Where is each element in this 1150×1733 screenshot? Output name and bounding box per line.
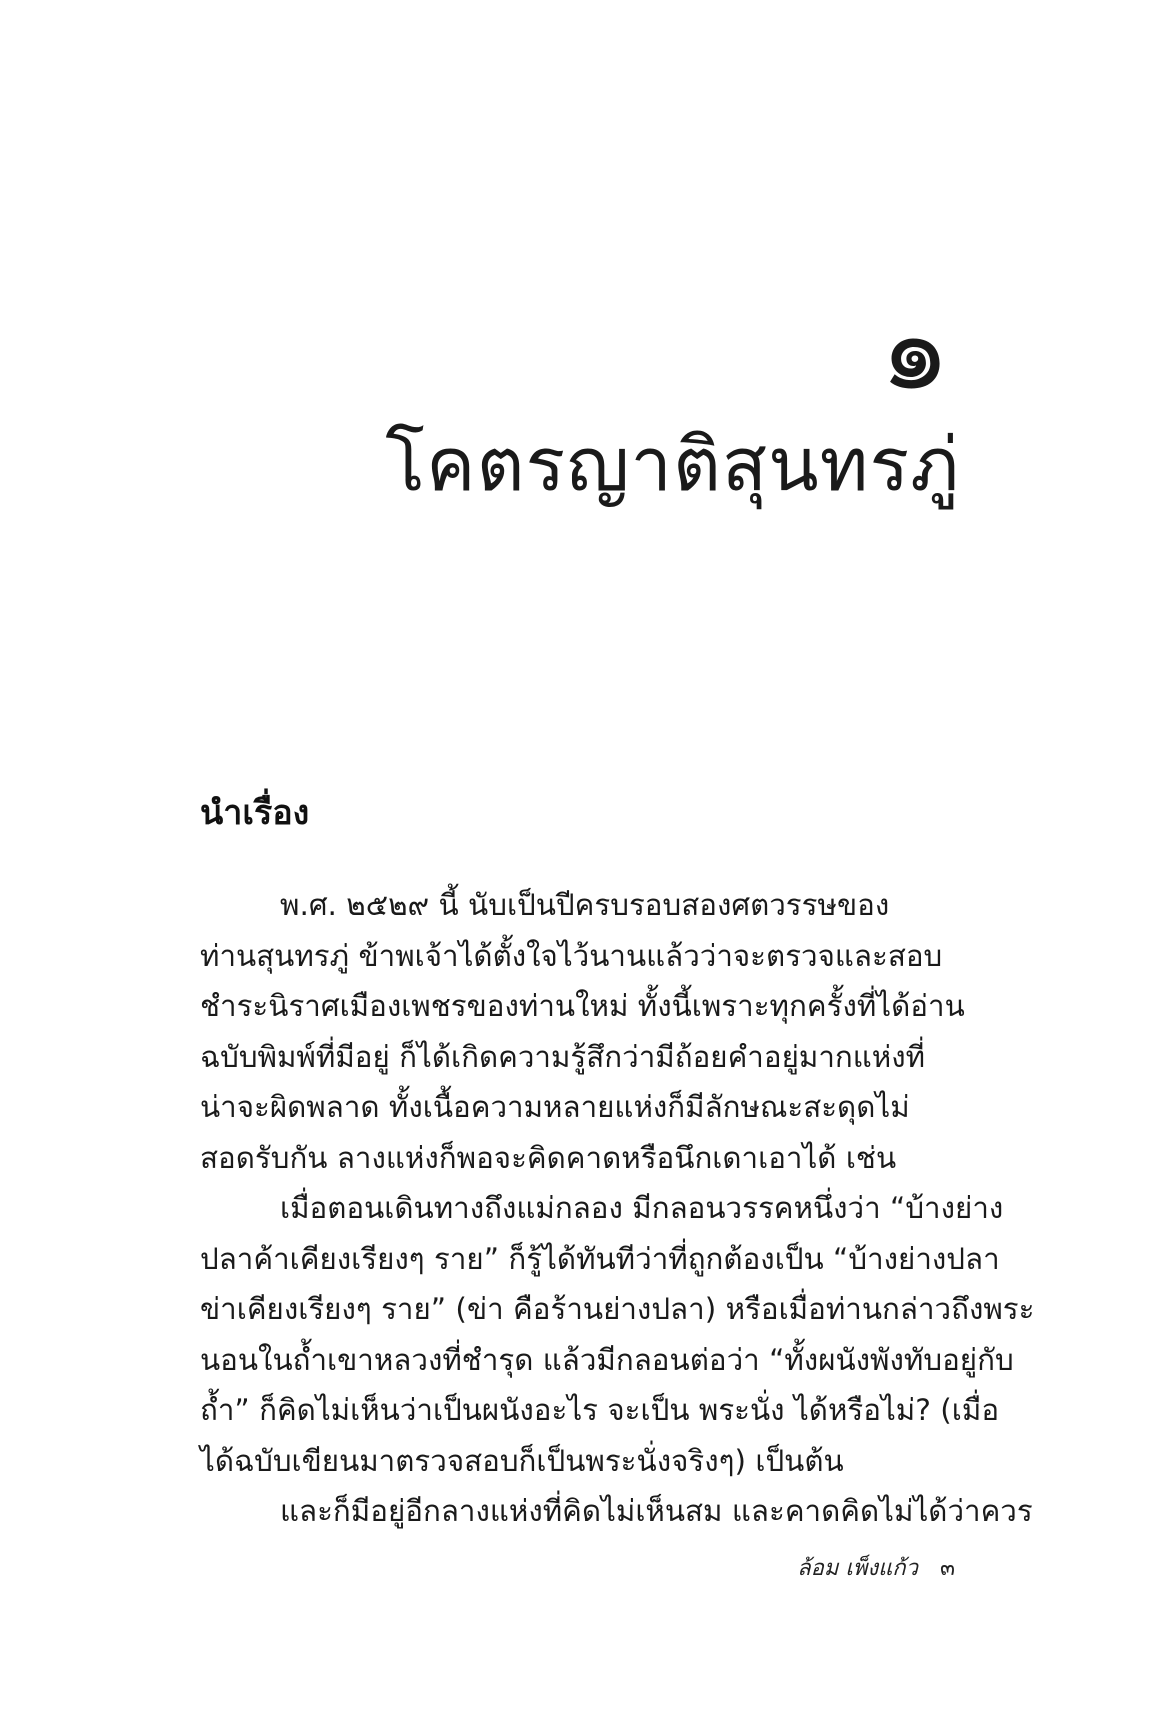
paragraph-line: ฉบับพิมพ์ที่มีอยู่ ก็ได้เกิดความรู้สึกว่ามีถ้อยคำอยู่มากแห่งที่ [200, 1039, 926, 1074]
paragraph-line: น่าจะผิดพลาด ทั้งเนื้อความหลายแห่งก็มีลักษณะสะดุดไม่ [200, 1090, 910, 1124]
running-footer-author: ล้อม เพ็งแก้ว [797, 1556, 918, 1581]
paragraph-line: สอดรับกัน ลางแห่งก็พอจะคิดคาดหรือนึกเดาเอาได้ เช่น [200, 1140, 897, 1175]
chapter-number: ๑ [880, 286, 950, 414]
paragraph-line: และก็มีอยู่อีกลางแห่งที่คิดไม่เห็นสม และคาดคิดไม่ได้ว่าควร [280, 1494, 1033, 1528]
paragraph-line: ข่าเคียงเรียงๆ ราย” (ข่า คือร้านย่างปลา) หรือเมื่อท่านกล่าวถึงพระ [200, 1292, 1035, 1326]
paragraph-line: ถ้ำ” ก็คิดไม่เห็นว่าเป็นผนังอะไร จะเป็น พระนั่ง ได้หรือไม่? (เมื่อ [200, 1393, 1000, 1427]
paragraph-line: ได้ฉบับเขียนมาตรวจสอบก็เป็นพระนั่งจริงๆ) เป็นต้น [200, 1443, 844, 1478]
paragraph-line: ชำระนิราศเมืองเพชรของท่านใหม่ ทั้งนี้เพราะทุกครั้งที่ได้อ่าน [200, 989, 965, 1023]
paragraph-line: ท่านสุนทรภู่ ข้าพเจ้าได้ตั้งใจไว้นานแล้วว่าจะตรวจและสอบ [200, 938, 943, 973]
chapter-title: โคตรญาติสุนทรภู่ [385, 422, 960, 508]
paragraph-line: นอนในถ้ำเขาหลวงที่ชำรุด แล้วมีกลอนต่อว่า “ทั้งผนังพังทับอยู่กับ [200, 1342, 1014, 1377]
paragraph-line: พ.ศ. ๒๕๒๙ นี้ นับเป็นปีครบรอบสองศตวรรษของ [280, 888, 890, 922]
body-text [200, 880, 1035, 1537]
page-footer [797, 1550, 955, 1585]
page-number: ๓ [939, 1556, 955, 1581]
paragraph-line: เมื่อตอนเดินทางถึงแม่กลอง มีกลอนวรรคหนึ่งว่า “บ้างย่าง [280, 1191, 1004, 1225]
section-heading: นำเรื่อง [200, 793, 310, 833]
paragraph-line: ปลาค้าเคียงเรียงๆ ราย” ก็รู้ได้ทันทีว่าที่ถูกต้องเป็น “บ้างย่างปลา [200, 1241, 1000, 1276]
